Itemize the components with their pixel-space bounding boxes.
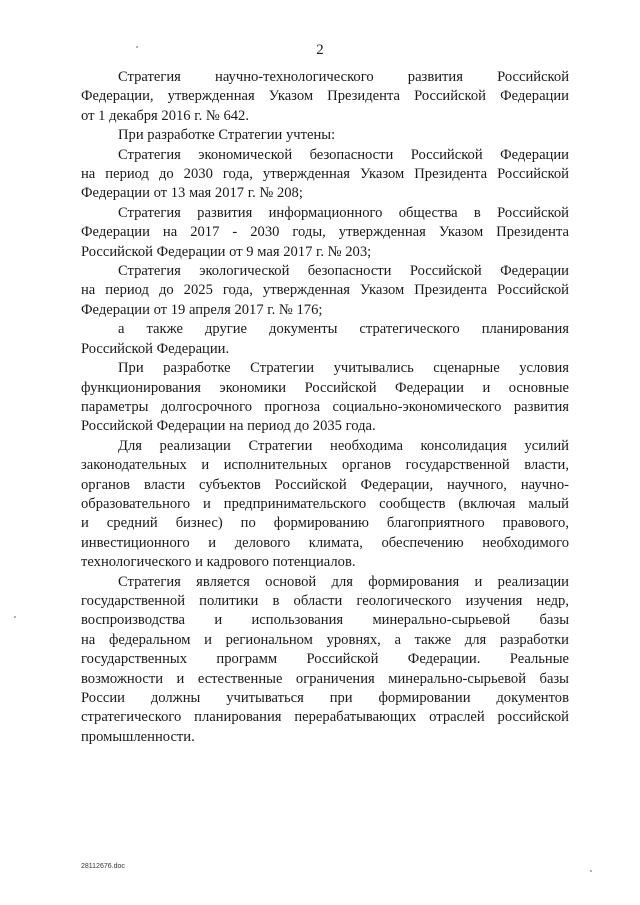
paragraph [81,320,569,359]
scan-artifact [590,870,592,872]
text-line: промышленности. [81,728,195,745]
footer-file-code: 28112676.doc [81,863,125,870]
text-line: государственных программ Российской Федерации. Реальные [81,651,569,668]
text-line: технологического и кадрового потенциалов. [81,554,356,571]
text-line: Российской Федерации. [81,340,230,357]
text-line: Федерации на 2017 - 2030 годы, утвержденная Указом Президента [81,224,569,241]
paragraph [81,204,569,262]
text-line: от 1 декабря 2016 г. № 642. [81,107,249,124]
text-line: законодательных и исполнительных органов государственной власти, [81,457,569,474]
text-line: функционирования экономики Российской Федерации и основные [81,379,569,396]
text-line: России должны учитываться при формировании документов [81,690,569,706]
paragraph [81,437,569,573]
scan-artifact [14,616,16,618]
text-line: воспроизводства и использования минерально-сырьевой базы [81,612,569,629]
text-line: Федерации, утвержденная Указом Президента Российской Федерации [81,88,569,105]
paragraph [81,573,569,748]
text-line: на федеральном и региональном уровнях, а также для разработки [81,631,569,648]
text-line: Стратегия экологической безопасности Российской Федерации [118,263,569,280]
text-line: При разработке Стратегии учитывались сценарные условия [118,360,569,377]
text-line: Стратегия развития информационного общества в Российской [118,204,569,221]
document-body [81,68,569,747]
text-line: государственной политики в области геологического изучения недр, [81,592,569,609]
text-line: параметры долгосрочного прогноза социально-экономического развития [81,398,569,415]
text-line: на период до 2030 года, утвержденная Указом Президента Российской [81,166,569,183]
paragraph [81,359,569,437]
paragraph [81,126,569,145]
text-line: органов власти субъектов Российской Федерации, научного, научно- [81,476,569,493]
text-line: и средний бизнес) по формированию благоприятного правового, [81,515,569,532]
text-line: стратегического планирования перерабатывающих отраслей российской [81,709,569,726]
text-line: Для реализации Стратегии необходима консолидация усилий [118,437,569,454]
paragraph [81,68,569,126]
text-line: образовательного и предпринимательского сообществ (включая малый [81,495,569,512]
text-line: Федерации от 19 апреля 2017 г. № 176; [81,301,323,318]
text-line: Стратегия является основой для формирования и реализации [118,573,569,590]
text-line: Российской Федерации на период до 2035 года. [81,418,376,435]
text-line: а также другие документы стратегического планирования [118,321,569,338]
text-line: возможности и естественные ограничения минерально-сырьевой базы [81,670,569,687]
text-line: Стратегия экономической безопасности Российской Федерации [118,146,569,163]
text-line: Российской Федерации от 9 мая 2017 г. № 203; [81,243,372,260]
text-line: инвестиционного и делового климата, обеспечению необходимого [81,534,569,551]
scan-artifact [136,46,138,48]
paragraph [81,146,569,204]
text-line: Стратегия научно-технологического развития Российской [118,69,569,85]
paragraph [81,262,569,320]
text-line: на период до 2025 года, утвержденная Указом Президента Российской [81,282,569,299]
page-number: 2 [316,42,324,58]
text-line: При разработке Стратегии учтены: [118,127,336,144]
text-line: Федерации от 13 мая 2017 г. № 208; [81,185,303,202]
